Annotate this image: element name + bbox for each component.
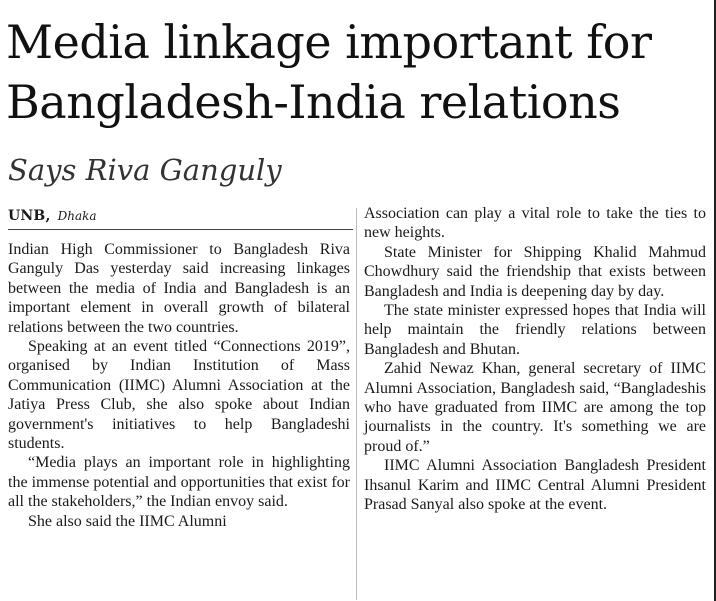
paragraph: Association can play a vital role to take the ties to new heights. — [364, 205, 706, 242]
column-divider — [356, 208, 357, 600]
subheadline: Says Riva Ganguly — [8, 153, 282, 187]
headline-line-1: Media linkage important for — [6, 15, 652, 69]
paragraph: She also said the IIMC Alumni — [28, 512, 227, 530]
paragraph: Speaking at an event titled “Connections 2019”, organised by Indian Institution of Mass Communication (IIMC) Alumni Association at the Jatiya Press Club, she also spoke about Indian government's initiatives to help Bangladeshi students. — [8, 338, 350, 453]
byline-place: Dhaka — [57, 209, 97, 223]
article-column-left — [8, 240, 350, 531]
byline-agency: UNB, — [8, 208, 51, 224]
paragraph: The state minister expressed hopes that India will help maintain the friendly relations between Bangladesh and Bhutan. — [364, 302, 706, 358]
headline — [6, 12, 712, 132]
paragraph: State Minister for Shipping Khalid Mahmud Chowdhury said the friendship that exists between Bangladesh and India is deepening day by day. — [364, 243, 706, 300]
paragraph: Indian High Commissioner to Bangladesh Riva Ganguly Das yesterday said increasing linkages between the media of India and Bangladesh is an important element in overall growth of bilateral relations between the two countries. — [8, 241, 350, 336]
headline-line-2: Bangladesh-India relations — [6, 75, 621, 129]
paragraph: IIMC Alumni Association Bangladesh President Ihsanul Karim and IIMC Central Alumni President Prasad Sanyal also spoke at the event. — [364, 457, 706, 514]
article-column-right — [364, 204, 706, 515]
paragraph: Zahid Newaz Khan, general secretary of IIMC Alumni Association, Bangladesh said, “Bangladeshis who have graduated from IIMC are among the top journalists in the country. It's something we are proud of.” — [364, 360, 706, 455]
paragraph: “Media plays an important role in highlighting the immense potential and opportunities that exist for all the stakeholders,” the Indian envoy said. — [8, 454, 350, 511]
byline — [8, 205, 353, 230]
